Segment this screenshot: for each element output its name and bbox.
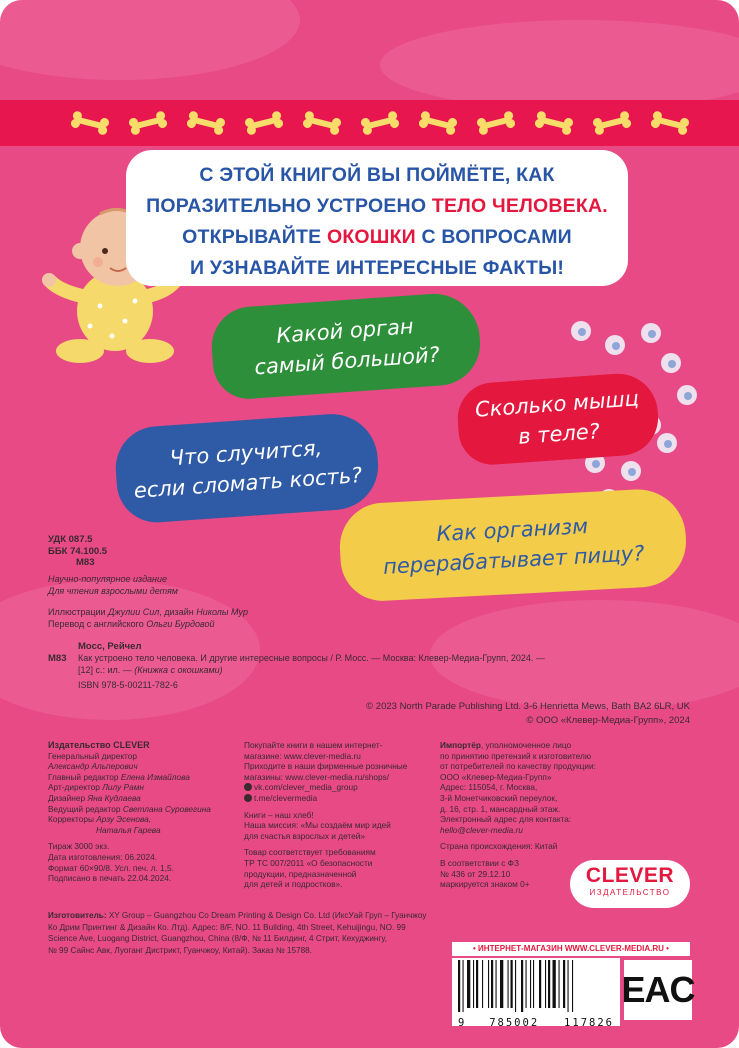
importer-block: Импортёр, уполномоченное лицо по принятию претензий к изготовителю от потребителей по качеству продукции: ООО «Клевер-Медиа-Групп» Адрес: 115054, г. Москва, 3-й Монетчиковский переулок, д. 16, стр. 1, мансардный этаж. Электронный адрес для контакта: hello@clever-media.ru Страна происхождения: Китай В соответствии с ФЗ № 436 от 29.12.10 маркируется знаком 0+ [440,740,710,890]
staff-name: Александр Альперович [48,761,138,772]
cell-icon [604,334,626,356]
text-line: hello@clever-media.ru [440,824,523,835]
text-line: Электронный адрес для контакта: [440,814,572,825]
safety-standard [244,847,434,889]
headline-line-2: ПОРАЗИТЕЛЬНО УСТРОЕНО ТЕЛО ЧЕЛОВЕКА. [146,195,608,217]
barcode-bar [530,960,531,1008]
barcode-bar [496,960,497,1008]
catalog-genre: Научно-популярное издание Для чтения взрослыми детям [48,574,178,596]
staff-line [48,793,238,804]
text-line: Подписано в печать 22.04.2024. [48,873,172,884]
text-line: Дата изготовления: 06.2024. [48,851,158,862]
text-line: маркируется знаком 0+ [440,879,530,890]
barcode-bar [458,960,460,1012]
text-line: Приходите в наши фирменные розничные [244,761,408,772]
barcode-bar [572,960,573,1012]
barcode-number: 9 785002 117826 [458,1017,614,1029]
manufacturer-block: Изготовитель: XY Group – Guangzhou Co Dream Printing & Design Co. Ltd (ИксУай Груп – Гуанчжоу Ко Дрим Принтинг & Дизайн Ко. Лтд). Адрес: 8/F, NO. 11 Building, 4th Street, Kehuijingu, NO. 99 Science Ave, Luogang District, Guangzhou, China (8/Ф, № 11 Билдинг, 4 Стрит, Кехуджингу, № 99 Сайнс Авк, Луоганг Дистрикт, Гуанчжоу, Китай). Заказ № 15788. [48,911,427,955]
barcode [452,958,620,1029]
text-line: магазине: www.clever-media.ru [244,750,361,761]
clever-logo: CLEVER ИЗДАТЕЛЬСТВО [570,860,690,908]
cell-icon [656,432,678,454]
telegram-icon [244,794,252,802]
barcode-bar [559,960,560,1008]
barcode-bar [526,960,527,1008]
barcode-bar [508,960,509,1008]
text-line: 3-й Монетчиковский переулок, [440,792,558,803]
telegram-link[interactable]: t.me/clevermedia [244,793,434,804]
barcode-bar [539,960,541,1008]
barcode-bar [482,960,483,1008]
text-line: Книги – наш хлеб! [244,809,314,820]
headline-line-1: С ЭТОЙ КНИГОЙ ВЫ ПОЙМЁТЕ, КАК [199,164,555,186]
publisher-staff [48,751,238,836]
staff-name: Лилу Рамн [102,782,144,793]
barcode-bar [511,960,513,1008]
barcode-bar [553,960,556,1008]
staff-role: Главный редактор [48,771,121,782]
staff-line [48,772,238,783]
catalog-author: Мосс, Рейчел [78,641,142,652]
staff-line [48,814,238,825]
catalog-credits: Иллюстрации Джулии Сил, дизайн Николы Мур Перевод с английского Ольги Бурдовой [48,607,249,629]
shop-lines [244,740,434,782]
barcode-bar [548,960,550,1008]
barcode-bar [473,960,474,1008]
bubble-red: Сколько мышц в теле? [455,371,660,467]
shop-motto [244,810,434,842]
cell-icon [620,460,642,482]
text-line: Тираж 3000 экз. [48,841,110,852]
staff-role: Дизайнер [48,792,88,803]
text-line: д. 16, стр. 1, мансардный этаж. [440,803,561,814]
text-line: Формат 60×90/8. Усл. печ. л. 1,5. [48,862,174,873]
text-line: для счастья взрослых и детей» [244,830,365,841]
barcode-bar [467,960,470,1008]
staff-line [48,804,238,815]
barcode-bar [476,960,478,1008]
text-line: Наша миссия: «Мы создаём мир идей [244,820,391,831]
staff-name: Наталья Гарева [96,824,161,835]
barcode-bar [521,960,523,1012]
staff-line [48,782,238,793]
vk-link[interactable]: vk.com/clever_media_group [244,782,434,793]
staff-name: Яна Кудлаева [87,792,141,803]
barcode-bar [563,960,565,1008]
barcode-bar [463,960,464,1012]
text-line: № 436 от 29.12.10 [440,868,511,879]
paint-stroke [380,20,739,110]
cell-icon [660,352,682,374]
print-info [48,841,238,883]
staff-role: Ведущий редактор [48,803,123,814]
staff-role: Генеральный директор [48,750,137,761]
bubble-blue: Что случится, если сломать кость? [113,411,381,525]
text-line: Товар соответствует требованиям [244,847,376,858]
staff-name: Арзу Эсенова, [96,814,152,825]
cell-icon [676,384,698,406]
barcode-bars [452,958,620,1012]
headline-line-4: И УЗНАВАЙТЕ ИНТЕРЕСНЫЕ ФАКТЫ! [189,257,565,279]
copyright: © 2023 North Parade Publishing Ltd. 3-6 Henrietta Mews, Bath BA2 6LR, UK © ООО «Клевер-Медиа-Групп», 2024 [366,701,690,726]
barcode-bar [568,960,569,1012]
staff-name: Светлана Суровегина [122,803,211,814]
importer-lines [440,751,710,836]
headline-line-3: ОТКРЫВАЙТЕ ОКОШКИ С ВОПРОСАМИ [182,226,572,248]
staff-role: Корректоры [48,814,97,825]
bubble-green: Какой орган самый большой? [209,291,483,401]
staff-line [48,761,238,772]
bubble-yellow: Как организм перерабатывает пищу? [338,487,689,603]
staff-name: Елена Измайлова [120,771,190,782]
staff-line [48,751,238,762]
cell-icon [570,320,592,342]
headline-box [126,150,628,286]
store-url[interactable]: • ИНТЕРНЕТ-МАГАЗИН WWW.CLEVER-MEDIA.RU • [452,942,690,956]
catalog-bibliography: Как устроено тело человека. И другие интересные вопросы / Р. Мосс. — Москва: Клевер-Медиа-Групп, 2024. — [12] с.: ил. — (Книжка с окошками) ISBN 978-5-00211-782-6 [78,653,545,690]
barcode-bar [545,960,546,1008]
vk-icon [244,783,252,791]
barcode-bar [488,960,489,1008]
text-line: ООО «Клевер-Медиа-Групп» [440,771,552,782]
barcode-bar [491,960,493,1008]
paint-stroke [0,0,300,80]
barcode-bar [500,960,503,1008]
shop-block [244,740,434,890]
text-line: Адрес: 115054, г. Москва, [440,782,538,793]
staff-line [48,825,238,836]
barcode-bar [515,960,516,1012]
catalog-codes: УДК 087.5 ББК 74.100.5 М83 [48,534,108,568]
text-line: продукции, предназначенной [244,868,357,879]
text-line: по принятию претензий к изготовителю [440,750,592,761]
text-line: В соответствии с ФЗ [440,857,519,868]
text-line: ТР ТС 007/2011 «О безопасности [244,857,373,868]
cell-icon [640,322,662,344]
text-line: от потребителей по качеству продукции: [440,761,596,772]
staff-role: Арт-директор [48,782,103,793]
eac-mark: EAC [624,960,692,1020]
barcode-bar [533,960,534,1008]
text-line: Покупайте книги в нашем интернет- [244,740,383,750]
text-line: для детей и подростков». [244,879,343,890]
catalog-mark: М83 [48,653,67,664]
publisher-block: Издательство CLEVER Генеральный директор Александр Альперович Главный редактор Елена Измайлова Арт-директор Лилу Рамн Дизайнер Яна Кудлаева Ведущий редактор Светлана Суровегина Корректоры Арзу Эсенова, Наталья Гарева Тираж 3000 экз. Дата изготовления: 06.2024. Формат 60×90/8. Усл. печ. л. 1,5. Подписано в печать 22.04.2024. [48,740,238,884]
text-line: магазины: www.clever-media.ru/shops/ [244,771,390,782]
